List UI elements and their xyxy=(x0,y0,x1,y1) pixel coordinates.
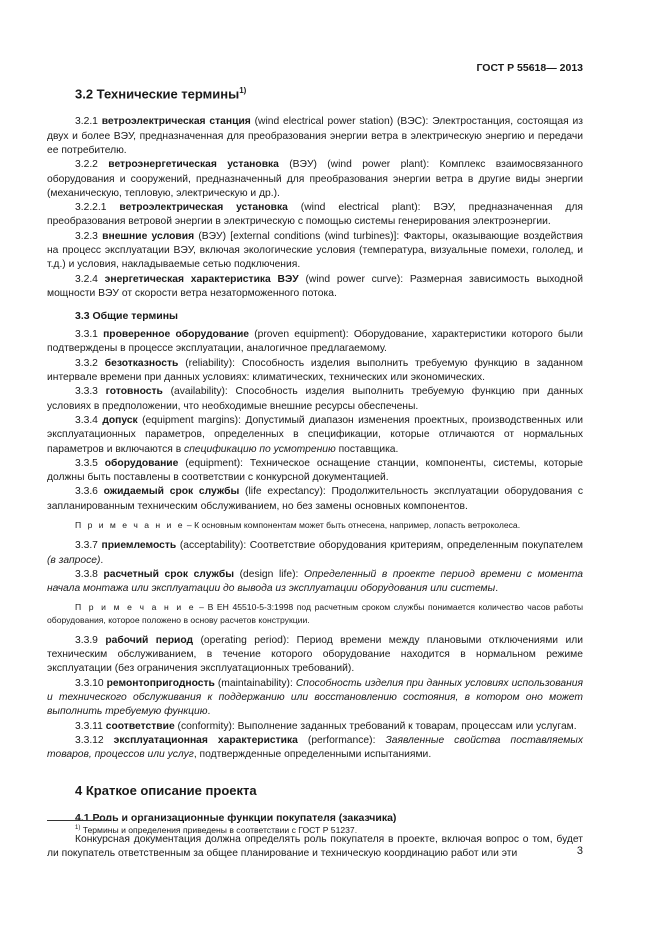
note-2: П р и м е ч а н и е – В ЕН 45510-5-3:1998 под расчетным сроком службы понимается количество часов работы оборудования, которое положено в основу расчетов конструкции. xyxy=(47,602,583,625)
page-number: 3 xyxy=(576,845,583,857)
section-3-2-heading: 3.2 Технические термины$^{1)}$ xyxy=(75,86,247,102)
term-3-3-12: 3.3.12 эксплуатационная характеристика (performance): Заявленные свойства поставляемых товаров, процессов или услуг, подтвержденные определенными испытаниями. xyxy=(47,734,584,761)
term-3-2-4: 3.2.4 энергетическая характеристика ВЭУ (wind power curve): Размерная зависимость выходной мощности ВЭУ от скорости ветра незаторможенного потока. xyxy=(47,273,583,299)
term-3-2-2: 3.2.2 ветроэнергетическая установка (ВЭУ) (wind power plant): Комплекс взаимосвязанного оборудования и сооружений, предназначенный для преобразования энергии ветра в другие виды энергии (механическую, тепловую, электрическую и др.). xyxy=(47,159,583,199)
term-3-3-10: 3.3.10 ремонтопригодность (maintainability): Способность изделия при данных условиях использования и технического обслуживания к поддержанию или восстановлению состояния, в котором оно может выполнить требуемую функцию. xyxy=(47,677,583,718)
term-3-2-2-1: 3.2.2.1 ветроэлектрическая установка (wind electrical plant): ВЭУ, предназначенная для преобразования ветровой энергии в электрическую с помощью системы генерирования электроэнергии. xyxy=(47,202,583,228)
term-3-3-8: 3.3.8 расчетный срок службы (design life): Определенный в проекте период времени с момента начала монтажа или эксплуатации до вывода из эксплуатации оборудования или системы. xyxy=(47,568,584,595)
term-3-3-9: 3.3.9 рабочий период (operating period): Период времени между плановыми отключениями или техническим обслуживанием, в течение которого оборудование находится в нормальном режиме эксплуатации (без ограничения эксплуатационных требований). xyxy=(47,634,583,675)
term-3-3-6: 3.3.6 ожидаемый срок службы (life expectancy): Продолжительность эксплуатации оборудования с запланированным техническим обслуживанием, но без замены основных компонентов. xyxy=(47,486,584,512)
document-body xyxy=(47,82,583,861)
paragraph-4-1: Конкурсная документация должна определять роль покупателя в проекте, включая вопрос о том, будет ли покупатель ответственным за общее планирование и техническую координацию работ или эти xyxy=(47,833,583,859)
term-3-3-11: 3.3.11 соответствие (conformity): Выполнение заданных требований к товарам, процессам или услугам. xyxy=(75,720,577,732)
term-3-3-3: 3.3.3 готовность (availability): Способность изделия выполнить требуемую функцию при данных условиях в предположении, что необходимые внешние ресурсы обеспечены. xyxy=(47,386,583,412)
section-3-3-heading: 3.3 Общие термины xyxy=(75,310,179,323)
section-4-1-heading: 4.1 Роль и организационные функции покупателя (заказчика) xyxy=(75,811,397,824)
term-3-3-5: 3.3.5 оборудование (equipment): Техническое оснащение станции, компоненты, системы, которые должны быть поставлены в соответствии с конкурсной документацией. xyxy=(47,457,584,484)
term-3-3-4: 3.3.4 допуск (equipment margins): Допустимый диапазон изменения проектных, производственных или эксплуатационных параметров, определенных в спецификации, которые отличаются от нормальных параметров и включаются в спецификацию по усмотрению поставщика. xyxy=(47,414,583,455)
footnote: $^{1)}$ Термины и определения приведены в соответствии с ГОСТ Р 51237. xyxy=(75,825,358,835)
term-3-2-3: 3.2.3 внешние условия (ВЭУ) [external conditions (wind turbines)]: Факторы, оказывающие воздействия на процесс эксплуатации ВЭУ, включая экологические условия (температура, визуальные помехи, гололед, и т.д.) и условия, накладываемые сетью подключения. xyxy=(47,230,583,271)
term-3-3-2: 3.3.2 безотказность (reliability): Способность изделия выполнить требуемую функцию в заданном интервале времени при данных условиях: климатических, технических или экономических. xyxy=(47,357,583,384)
term-3-2-1: 3.2.1 ветроэлектрическая станция (wind electrical power station) (ВЭС): Электростанция, состоящая из двух и более ВЭУ, предназначенная для преобразования энергии ветра в электрическую энергию и передачи ее потребителю. xyxy=(47,116,583,156)
term-3-3-1: 3.3.1 проверенное оборудование (proven equipment): Оборудование, характеристики которого были подтверждены в процессе эксплуатации, аналогичное предлагаемому. xyxy=(47,329,583,355)
footnote-ref: 1) xyxy=(239,86,247,95)
term-3-3-7: 3.3.7 приемлемость (acceptability): Соответствие оборудования критериям, определенным покупателем (в запросе). xyxy=(47,540,584,566)
note-1: П р и м е ч а н и е – К основным компонентам может быть отнесена, например, лопасть ветроколеса. xyxy=(75,520,521,531)
footnote-divider xyxy=(47,820,110,821)
section-4-heading: 4 Краткое описание проекта xyxy=(75,782,257,798)
page-header-standard: ГОСТ Р 55618— 2013 xyxy=(476,62,583,74)
